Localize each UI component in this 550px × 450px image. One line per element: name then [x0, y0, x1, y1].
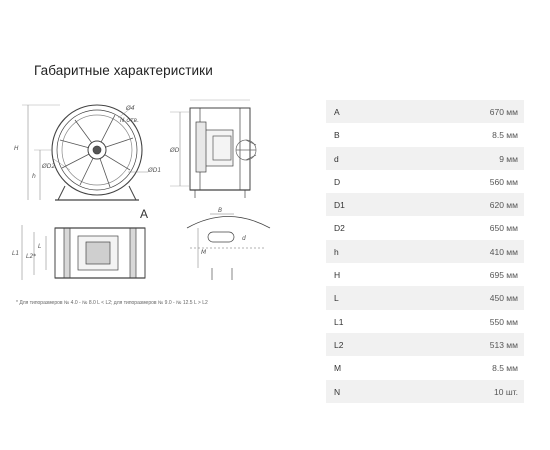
spec-value: 10 шт.: [494, 386, 518, 397]
spec-row: [326, 263, 524, 286]
spec-param: H: [334, 270, 341, 281]
spec-param: A: [334, 107, 340, 117]
spec-row: [326, 240, 524, 263]
top-view: [22, 225, 145, 280]
spec-row: [326, 286, 524, 309]
spec-param: D2: [334, 223, 345, 234]
spec-row: [326, 333, 524, 356]
label-h-lower: h: [32, 173, 36, 180]
spec-row: [326, 170, 524, 193]
label-l: L: [38, 243, 42, 250]
footnote: * Для типоразмеров № 4.0 - № 8.0 L < L2; для типоразмеров № 9.0 - № 12.5 L > L2: [16, 300, 208, 306]
side-view: [170, 100, 256, 198]
spec-row: [326, 123, 524, 146]
spec-row: [326, 100, 524, 123]
label-d4: Ø4: [126, 105, 135, 112]
label-m: M: [201, 249, 207, 256]
spec-row: [326, 356, 524, 379]
label-l1: L1: [12, 250, 20, 257]
dimension-drawings: [0, 0, 320, 300]
specs-table: [326, 100, 524, 403]
page-title: Габаритные характеристики: [34, 63, 213, 78]
label-b: B: [218, 207, 223, 214]
spec-param: h: [334, 246, 339, 257]
spec-value: 695 мм: [489, 270, 518, 281]
label-d2: ØD2: [42, 163, 56, 170]
spec-value: 670 мм: [489, 107, 518, 117]
spec-param: L: [334, 293, 339, 304]
spec-value: 550 мм: [489, 316, 518, 327]
spec-value: 513 мм: [489, 339, 518, 350]
spec-param: D: [334, 176, 341, 187]
spec-row: [326, 216, 524, 239]
label-h-upper: H: [14, 145, 19, 152]
label-l2: L2*: [26, 253, 37, 260]
label-dd: d: [242, 235, 246, 242]
spec-row: [326, 193, 524, 216]
spec-row: [326, 147, 524, 170]
spec-value: 8.5 мм: [492, 363, 518, 374]
spec-row: [326, 380, 524, 403]
spec-value: 560 мм: [489, 176, 518, 187]
detail-a-view: [187, 214, 270, 280]
spec-param: L1: [334, 316, 344, 327]
label-d1: ØD1: [148, 167, 162, 174]
spec-value: 410 мм: [489, 246, 518, 257]
spec-param: L2: [334, 339, 344, 350]
spec-row: [326, 310, 524, 333]
spec-value: 650 мм: [489, 223, 518, 234]
spec-param: B: [334, 130, 340, 141]
spec-value: 450 мм: [489, 293, 518, 304]
spec-value: 620 мм: [489, 200, 518, 211]
spec-param: N: [334, 386, 341, 397]
spec-value: 8.5 мм: [492, 130, 518, 141]
spec-param: D1: [334, 200, 345, 211]
spec-value: 9 мм: [499, 153, 518, 164]
label-n-holes: N отв.: [120, 117, 140, 124]
spec-param: d: [334, 153, 339, 164]
spec-param: M: [334, 363, 342, 374]
label-d: ØD: [170, 147, 180, 154]
view-a-label: A: [140, 207, 149, 221]
